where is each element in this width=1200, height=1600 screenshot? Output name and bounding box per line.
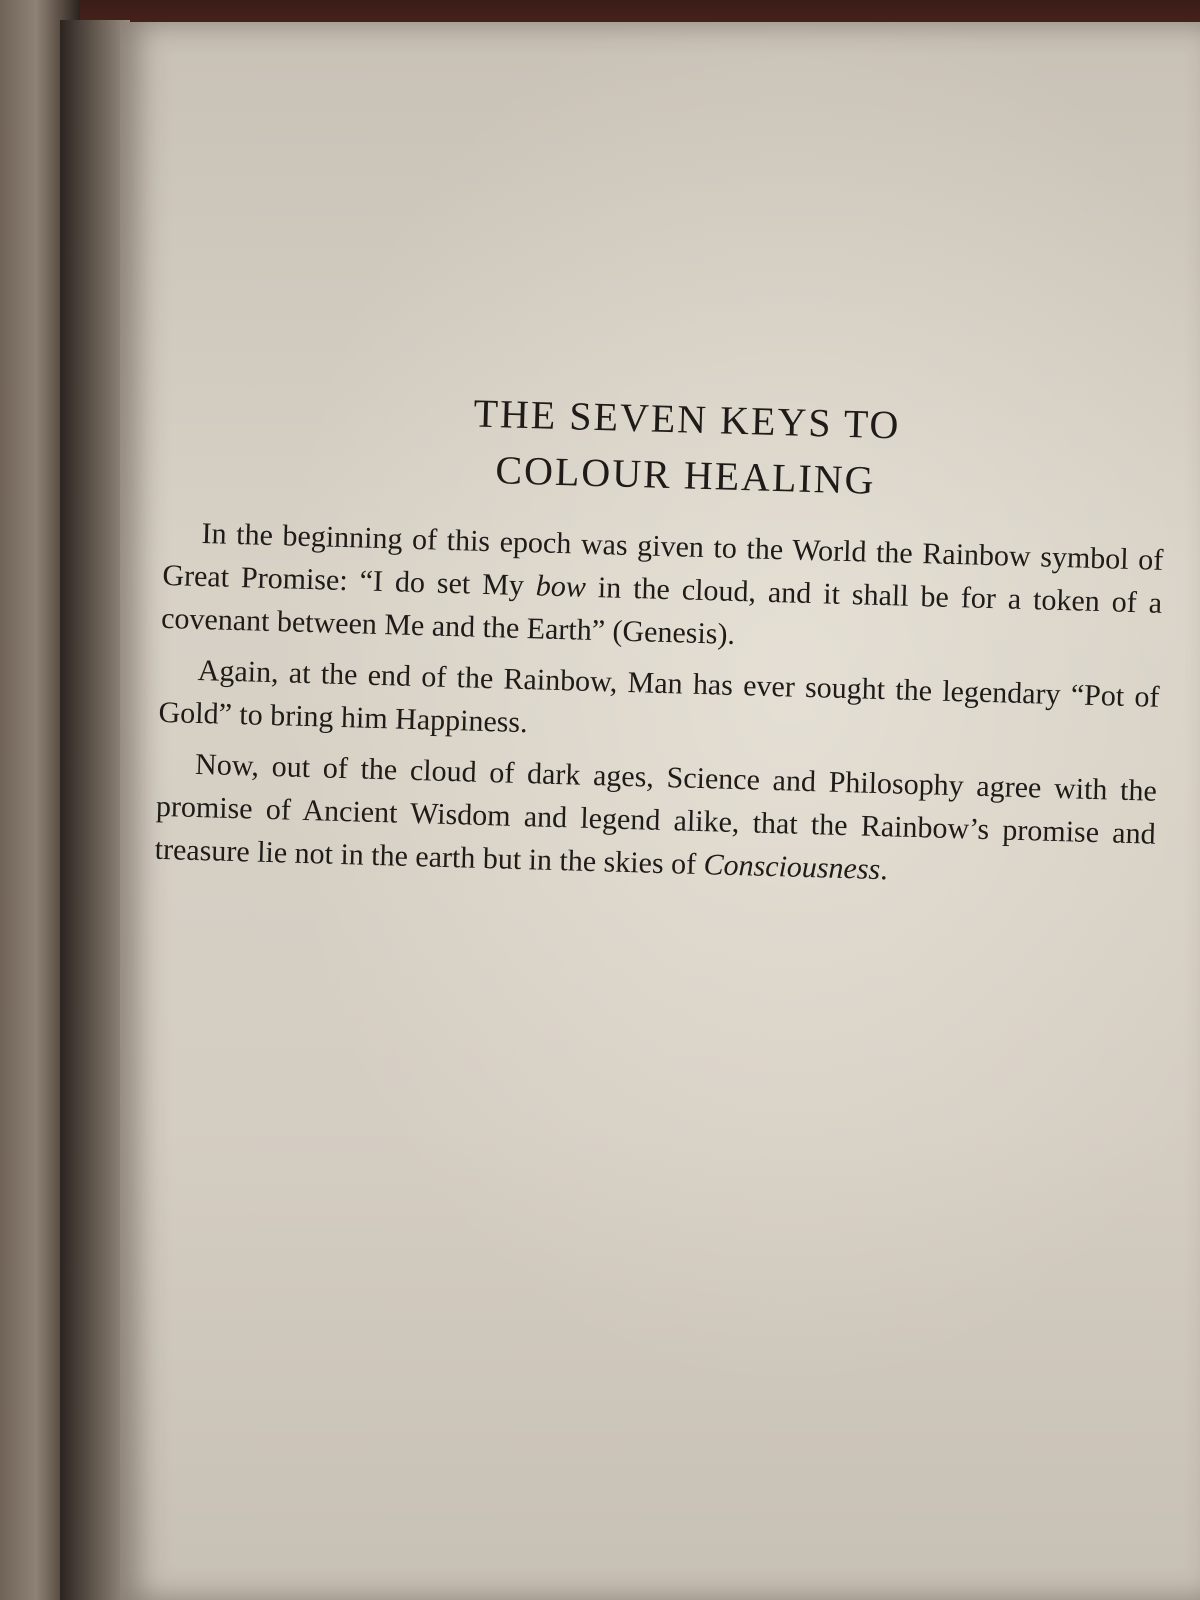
paragraph-1-italic: bow	[535, 569, 587, 604]
paragraph-3-text: Now, out of the cloud of dark ages, Science and Philosophy agree with the promise of Ancient Wisdom and legend alike, that the Rainbow’s promise and treasure lie not in the earth but in the skies of	[154, 747, 1158, 882]
chapter-title-line-1: THE SEVEN KEYS TO	[473, 390, 902, 448]
paragraph-3	[154, 742, 1157, 899]
paragraph-1-text: In the beginning of this epoch was given to the World the Rainbow symbol of Great Promise: “I do set My	[161, 517, 1164, 603]
book-page	[120, 22, 1200, 1600]
chapter-title	[165, 377, 1168, 517]
page-text-block	[154, 377, 1168, 907]
paragraph-3-italic: Consciousness	[703, 848, 881, 887]
paragraph-2	[158, 648, 1160, 762]
paragraph-3-text-end: .	[879, 853, 889, 887]
paragraph-1-text-end: in the cloud, and it shall be for a token of a covenant between Me and the Earth” (Genesis).	[160, 570, 1163, 651]
chapter-title-line-2: COLOUR HEALING	[494, 447, 877, 503]
paragraph-2-text: Again, at the end of the Rainbow, Man has ever sought the legendary “Pot of Gold” to bring him Happiness.	[158, 653, 1160, 740]
paragraph-1	[161, 511, 1164, 668]
